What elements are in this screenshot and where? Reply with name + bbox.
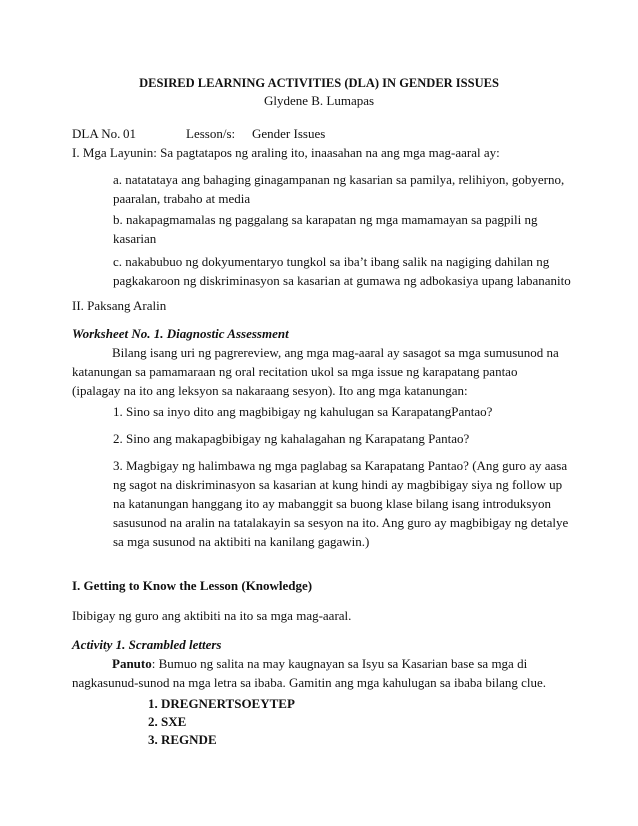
instructions-first: : Bumuo ng salita na may kaugnayan sa Isyu sa Kasarian base sa mga di: [151, 656, 528, 671]
lesson-text: Ibibigay ng guro ang aktibiti na ito sa mga mag-aaral.: [72, 608, 352, 623]
lesson-label: Lesson/s:: [186, 126, 236, 141]
list-item: 1. DREGNERTSOEYTEP: [148, 696, 295, 711]
question-item: 2. Sino ang makapagbibigay ng kahalagahan ng Karapatang Pantao?: [113, 431, 470, 446]
instructions-label: Panuto: [112, 656, 152, 671]
author-name: Glydene B. Lumapas: [263, 93, 375, 108]
list-item: 3. REGNDE: [148, 732, 217, 747]
lesson-value: Gender Issues: [252, 126, 326, 141]
worksheet-heading: Worksheet No. 1. Diagnostic Assessment: [72, 326, 289, 341]
objective-item: b. nakapagmamalas ng paggalang sa karapatan ng mga mamamayan sa pagpili ng kasarian: [113, 212, 538, 246]
objectives-heading: I. Mga Layunin: Sa pagtatapos ng araling ito, inaasahan na ang mga mag-aaral ay:: [72, 145, 500, 160]
lesson-heading: I. Getting to Know the Lesson (Knowledge): [72, 578, 313, 593]
document-title: DESIRED LEARNING ACTIVITIES (DLA) IN GENDER ISSUES: [139, 76, 499, 90]
worksheet-intro-first: Bilang isang uri ng pagrereview, ang mga mag-aaral ay sasagot sa mga sumusunod na: [112, 345, 559, 360]
activity-heading: Activity 1. Scrambled letters: [72, 637, 222, 652]
activity-instructions: [72, 654, 567, 692]
worksheet-intro-rest: katanungan sa pamamaraan ng oral recitation ukol sa mga issue ng karapatang pantao (ipalagay na ito ang leksyon sa nakaraang sesyon). Ito ang mga katanungan:: [72, 364, 518, 398]
worksheet-intro: [72, 343, 567, 400]
dla-meta-row: [72, 124, 325, 143]
dla-value: 01: [123, 126, 136, 141]
question-item: 1. Sino sa inyo dito ang magbibigay ng kahulugan sa KarapatangPantao?: [113, 404, 493, 419]
dla-label: DLA No.: [72, 126, 121, 141]
question-item: 3. Magbigay ng halimbawa ng mga paglabag sa Karapatang Pantao? (Ang guro ay aasa ng sagot na diskriminasyon sa kasarian at kung hindi ay magbibigay siya ng follow up na katanungan hanggang ito ay mabanggit sa buong klase bilang isang introduksyon sasusunod na aralin na tatalakayin sa sesyon na ito. Ang guro ay magbibigay ng detalye sa mga susunod na aktibiti na kanilang gagawin.): [113, 458, 569, 549]
objective-item: a. natatataya ang bahaging ginagampanan ng kasarian sa pamilya, relihiyon, gobyerno, paaralan, trabaho at media: [113, 172, 565, 206]
scrambled-words-list: [148, 694, 295, 748]
instructions-rest: nagkasunud-sunod na mga letra sa ibaba. Gamitin ang mga kahulugan sa ibaba bilang clue.: [72, 675, 546, 690]
objective-item: c. nakabubuo ng dokyumentaryo tungkol sa iba’t ibang salik na nagiging dahilan ng pagkakaroon ng diskriminasyon sa kasarian at gumawa ng adbokasiya upang labananito: [113, 254, 571, 288]
topic-heading: II. Paksang Aralin: [72, 298, 167, 313]
list-item: 2. SXE: [148, 714, 187, 729]
